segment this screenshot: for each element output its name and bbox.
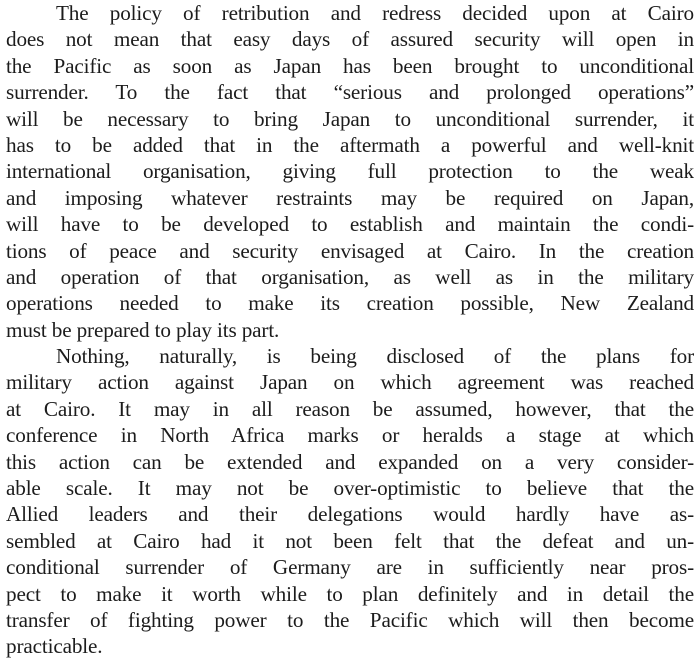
text-line: will be necessary to bring Japan to unconditional surrender, it — [6, 106, 694, 131]
text-line: and imposing whatever restraints may be required on Japan, — [6, 185, 694, 210]
text-line: conditional surrender of Germany are in sufficiently near pros- — [6, 555, 694, 580]
text-line: has to be added that in the aftermath a powerful and well-knit — [6, 132, 694, 157]
text-line: must be prepared to play its part. — [6, 317, 280, 342]
article-text — [6, 0, 694, 660]
paragraph-1 — [6, 0, 694, 343]
text-line: transfer of fighting power to the Pacific which will then become — [6, 607, 694, 632]
text-line: The policy of retribution and redress decided upon at Cairo — [56, 1, 694, 25]
text-line: operations needed to make its creation possible, New Zealand — [6, 291, 694, 316]
text-line: able scale. It may not be over-optimistic to believe that the — [6, 476, 694, 501]
text-line: tions of peace and security envisaged at Cairo. In the creation — [6, 238, 694, 263]
text-line: surrender. To the fact that “serious and prolonged operations” — [6, 80, 694, 105]
text-line: conference in North Africa marks or heralds a stage at which — [6, 423, 694, 448]
text-line: the Pacific as soon as Japan has been brought to unconditional — [6, 53, 694, 78]
text-line: this action can be extended and expanded on a very consider- — [6, 449, 694, 474]
paragraph-2 — [6, 343, 694, 660]
text-line: will have to be developed to establish and maintain the condi- — [6, 212, 694, 237]
text-line: and operation of that organisation, as well as in the military — [6, 264, 694, 289]
text-line: practicable. — [6, 634, 103, 659]
text-line: military action against Japan on which agreement was reached — [6, 370, 694, 395]
text-line: Nothing, naturally, is being disclosed of the plans for — [56, 344, 694, 369]
text-line: pect to make it worth while to plan definitely and in detail the — [6, 581, 694, 606]
text-line: does not mean that easy days of assured security will open in — [6, 27, 694, 52]
text-line: Allied leaders and their delegations would hardly have as- — [6, 502, 694, 527]
text-line: at Cairo. It may in all reason be assumed, however, that the — [6, 396, 694, 421]
text-line: sembled at Cairo had it not been felt that the defeat and un- — [6, 528, 694, 553]
text-line: international organisation, giving full protection to the weak — [6, 159, 694, 184]
